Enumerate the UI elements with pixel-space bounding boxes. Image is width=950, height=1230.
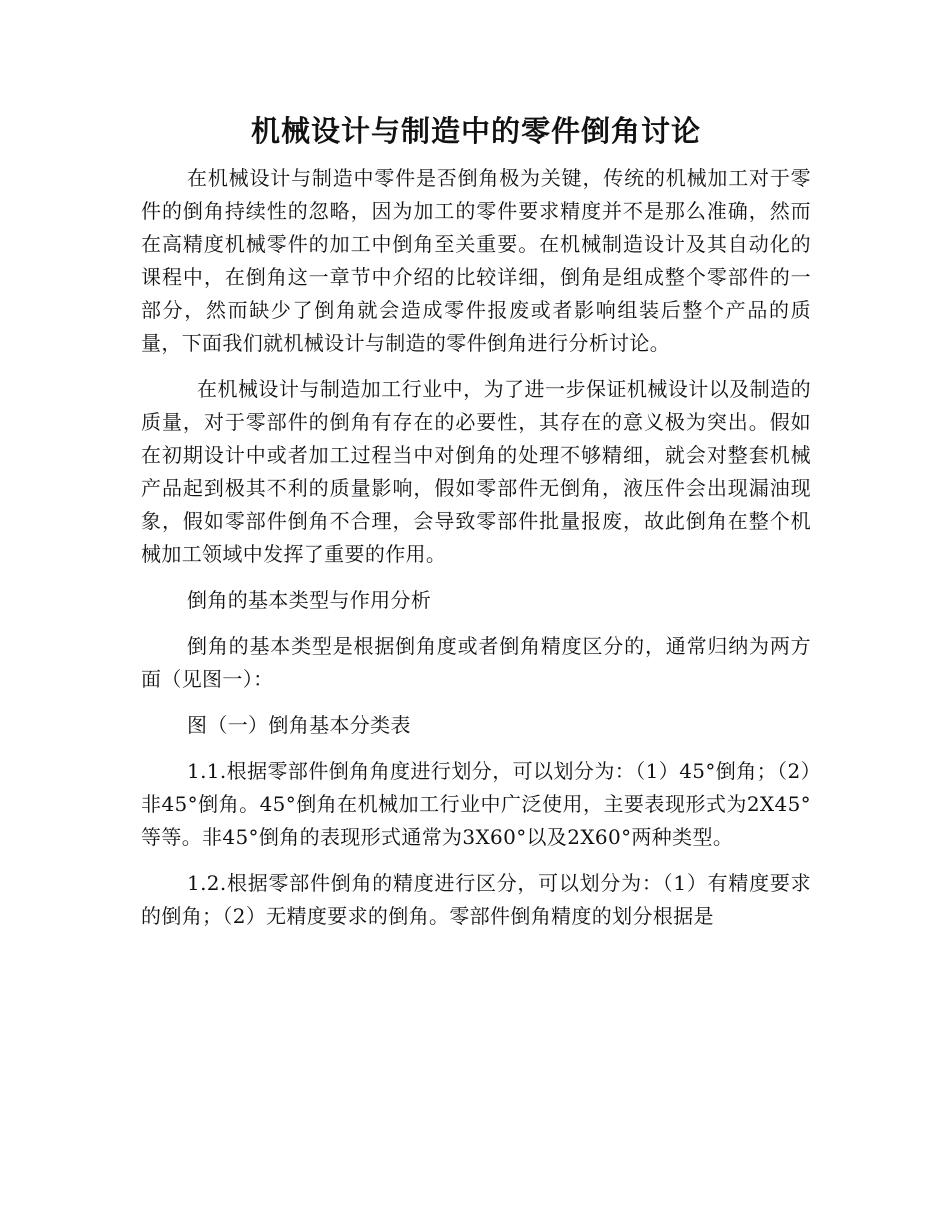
figure-caption: 图（一）倒角基本分类表 — [187, 713, 411, 737]
section-heading-types: 倒角的基本类型与作用分析 — [187, 588, 432, 612]
paragraph-types-intro: 倒角的基本类型是根据倒角度或者倒角精度区分的，通常归纳为两方面（见图一）： — [141, 634, 811, 691]
paragraph-intro: 在机械设计与制造中零件是否倒角极为关键，传统的机械加工对于零件的倒角持续性的忽略，因为加工的零件要求精度并不是那么准确，然而在高精度机械零件的加工中倒角至关重要。在机械制造设计及其自动化的课程中，在倒角这一章节中介绍的比较详细，倒角是组成整个零部件的一部分，然而缺少了倒角就会造成零件报废或者影响组装后整个产品的质量，下面我们就机械设计与制造的零件倒角进行分析讨论。 — [141, 166, 811, 355]
paragraph-angle-classification: 1.1.根据零部件倒角角度进行划分，可以划分为：（1）45°倒角；（2）非45°倒角。45°倒角在机械加工行业中广泛使用，主要表现形式为2X45°等等。非45°倒角的表现形式通常为3X60°以及2X60°两种类型。 — [141, 759, 811, 849]
document-title: 机械设计与制造中的零件倒角讨论 — [250, 114, 701, 148]
document-page — [141, 108, 811, 946]
paragraph-precision-classification: 1.2.根据零部件倒角的精度进行区分，可以划分为：（1）有精度要求的倒角；（2）无精度要求的倒角。零部件倒角精度的划分根据是 — [141, 871, 811, 928]
paragraph-importance: 在机械设计与制造加工行业中，为了进一步保证机械设计以及制造的质量，对于零部件的倒角有存在的必要性，其存在的意义极为突出。假如在初期设计中或者加工过程当中对倒角的处理不够精细，就会对整套机械产品起到极其不利的质量影响，假如零部件无倒角，液压件会出现漏油现象，假如零部件倒角不合理，会导致零部件批量报废，故此倒角在整个机械加工领域中发挥了重要的作用。 — [141, 377, 811, 566]
